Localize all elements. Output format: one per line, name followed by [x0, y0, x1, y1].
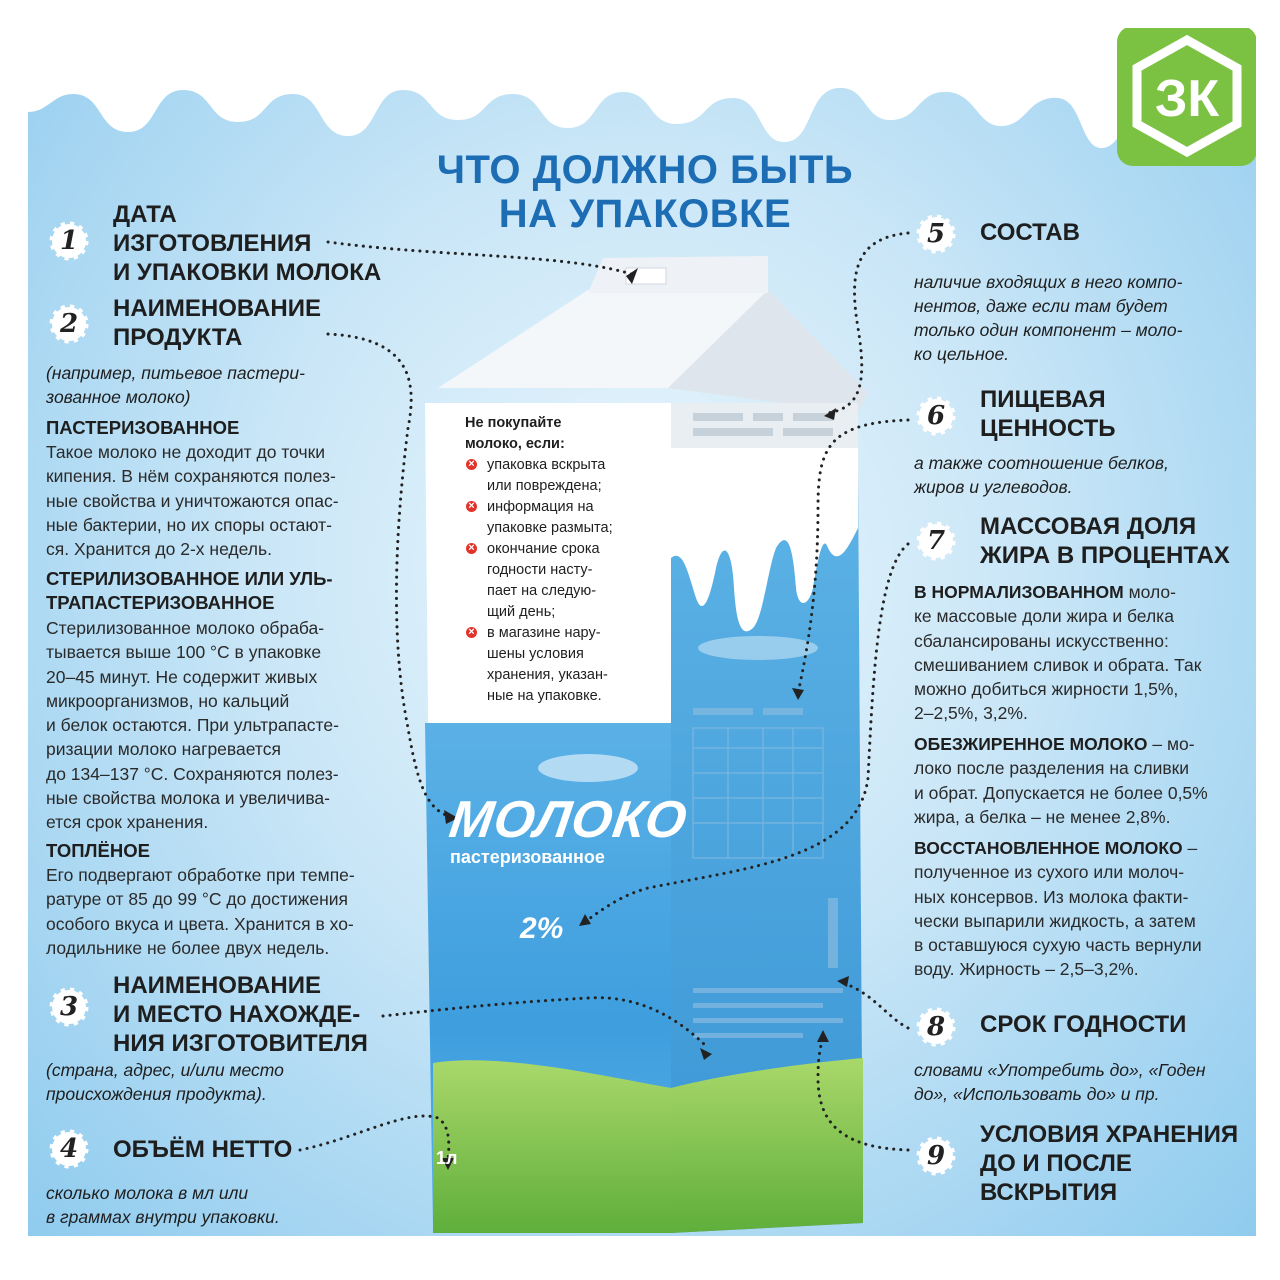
item-2-heading: НАИМЕНОВАНИЕ ПРОДУКТА: [113, 295, 321, 351]
item-6-note: а также соотношение белков, жиров и углеводов.: [914, 453, 1169, 497]
number-badge-6: 6: [915, 395, 957, 437]
item-6-heading: ПИЩЕВАЯ ЦЕННОСТЬ: [980, 386, 1116, 442]
item-7-heading: МАССОВАЯ ДОЛЯ ЖИРА В ПРОЦЕНТАХ: [980, 513, 1230, 569]
number-badge-5: 5: [915, 213, 957, 255]
item-9-heading: УСЛОВИЯ ХРАНЕНИЯ ДО И ПОСЛЕ ВСКРЫТИЯ: [980, 1121, 1239, 1206]
item-2-note: (например, питьевое пастери- зованное молоко): [46, 363, 305, 407]
cross-icon: [466, 627, 477, 638]
restored-milk-text: ВОССТАНОВЛЕННОЕ МОЛОКО – полученное из сухого или молоч- ных консервов. Из молока факти- чески выпарили жидкость, а затем в оставшуюся сухую часть вернули воду. Жирность – 2,5–3,2%.: [914, 838, 1202, 980]
title-line-2: НА УПАКОВКЕ: [498, 192, 792, 236]
number-badge-8: 8: [915, 1006, 957, 1048]
number-badge-4: 4: [48, 1128, 90, 1170]
title-line-1: ЧТО ДОЛЖНО БЫТЬ: [436, 148, 854, 192]
baked-title: ТОПЛЁНОЕ: [46, 840, 150, 861]
do-not-buy-item: × информация на упаковке размыта;: [465, 497, 635, 539]
item-5-heading: СОСТАВ: [980, 219, 1080, 246]
number-badge-7: 7: [915, 520, 957, 562]
carton-brand: МОЛОКО: [445, 791, 692, 849]
number-badge-2: 2: [48, 303, 90, 345]
cross-icon: [466, 501, 477, 512]
pasteurized-title: ПАСТЕРИЗОВАННОЕ: [46, 417, 240, 438]
item-8-note: словами «Употребить до», «Годен до», «Использовать до» и пр.: [914, 1060, 1206, 1104]
skimmed-milk-text: ОБЕЗЖИРЕННОЕ МОЛОКО – мо- локо после разделения на сливки и обрат. Допускается не более 0,5% жира, а белка – не менее 2,8%.: [914, 734, 1208, 827]
item-8-heading: СРОК ГОДНОСТИ: [980, 1011, 1187, 1038]
cross-icon: [466, 543, 477, 554]
carton-volume: 1л: [436, 1148, 458, 1168]
do-not-buy-box: [465, 413, 635, 707]
item-4-note: сколько молока в мл или в граммах внутри упаковки.: [46, 1183, 280, 1227]
normalized-milk-text: В НОРМАЛИЗОВАННОМ моло- ке массовые доли жира и белка сбалансированы искусственно: смешиванием сливок и обрата. Так можно добиться жирности 1,5%, 2–2,5%, 3,2%.: [914, 582, 1202, 724]
number-badge-1: 1: [48, 220, 90, 262]
item-3-heading: НАИМЕНОВАНИЕ И МЕСТО НАХОЖДЕ- НИЯ ИЗГОТОВИТЕЛЯ: [113, 972, 368, 1057]
cross-icon: [466, 459, 477, 470]
sterilized-text: Стерилизованное молоко обраба- тывается выше 100 °С в упаковке 20–45 минут. Не содержит живых микроорганизмов, но кальций и белок остаются. При ультрапасте- ризации молоко нагревается до 134–137 °С. Сохраняются полез- ные свойства молока и увеличива- ется срок хранения.: [46, 618, 339, 833]
number-badge-3: 3: [48, 986, 90, 1028]
zk-logo: [1117, 28, 1256, 166]
page-title: [360, 148, 930, 236]
do-not-buy-title: Не покупайте молоко, если:: [465, 415, 565, 452]
sterilized-title: СТЕРИЛИЗОВАННОЕ ИЛИ УЛЬ- ТРАПАСТЕРИЗОВАННОЕ: [46, 568, 333, 613]
infographic-poster: [28, 28, 1256, 1236]
item-4-heading: ОБЪЁМ НЕТТО: [113, 1136, 293, 1163]
pasteurized-text: Такое молоко не доходит до точки кипения. В нём сохраняются полез- ные свойства и уничтожаются опас- ные бактерии, но их споры остают- ся. Хранится до 2-х недель.: [46, 442, 339, 560]
number-badge-9: 9: [915, 1135, 957, 1177]
item-3-note: (страна, адрес, и/или место происхождения продукта).: [46, 1060, 284, 1104]
carton-type: пастеризованное: [450, 847, 605, 867]
item-5-note: наличие входящих в него компо- нентов, даже если там будет только один компонент – моло- ко цельное.: [914, 272, 1183, 364]
do-not-buy-item: × окончание срока годности насту- пает на следую- щий день;: [465, 539, 635, 623]
item-1-heading: ДАТА ИЗГОТОВЛЕНИЯ И УПАКОВКИ МОЛОКА: [113, 201, 382, 286]
do-not-buy-item: × в магазине нару- шены условия хранения, указан- ные на упаковке.: [465, 623, 635, 707]
carton-fat: 2%: [520, 912, 564, 945]
logo-text: ЗК: [1154, 70, 1220, 128]
baked-text: Его подвергают обработке при темпе- ратуре от 85 до 99 °С до достижения особого вкуса и цвета. Хранится в хо- лодильнике не более двух недель.: [46, 865, 355, 958]
do-not-buy-item: × упаковка вскрыта или повреждена;: [465, 455, 635, 497]
